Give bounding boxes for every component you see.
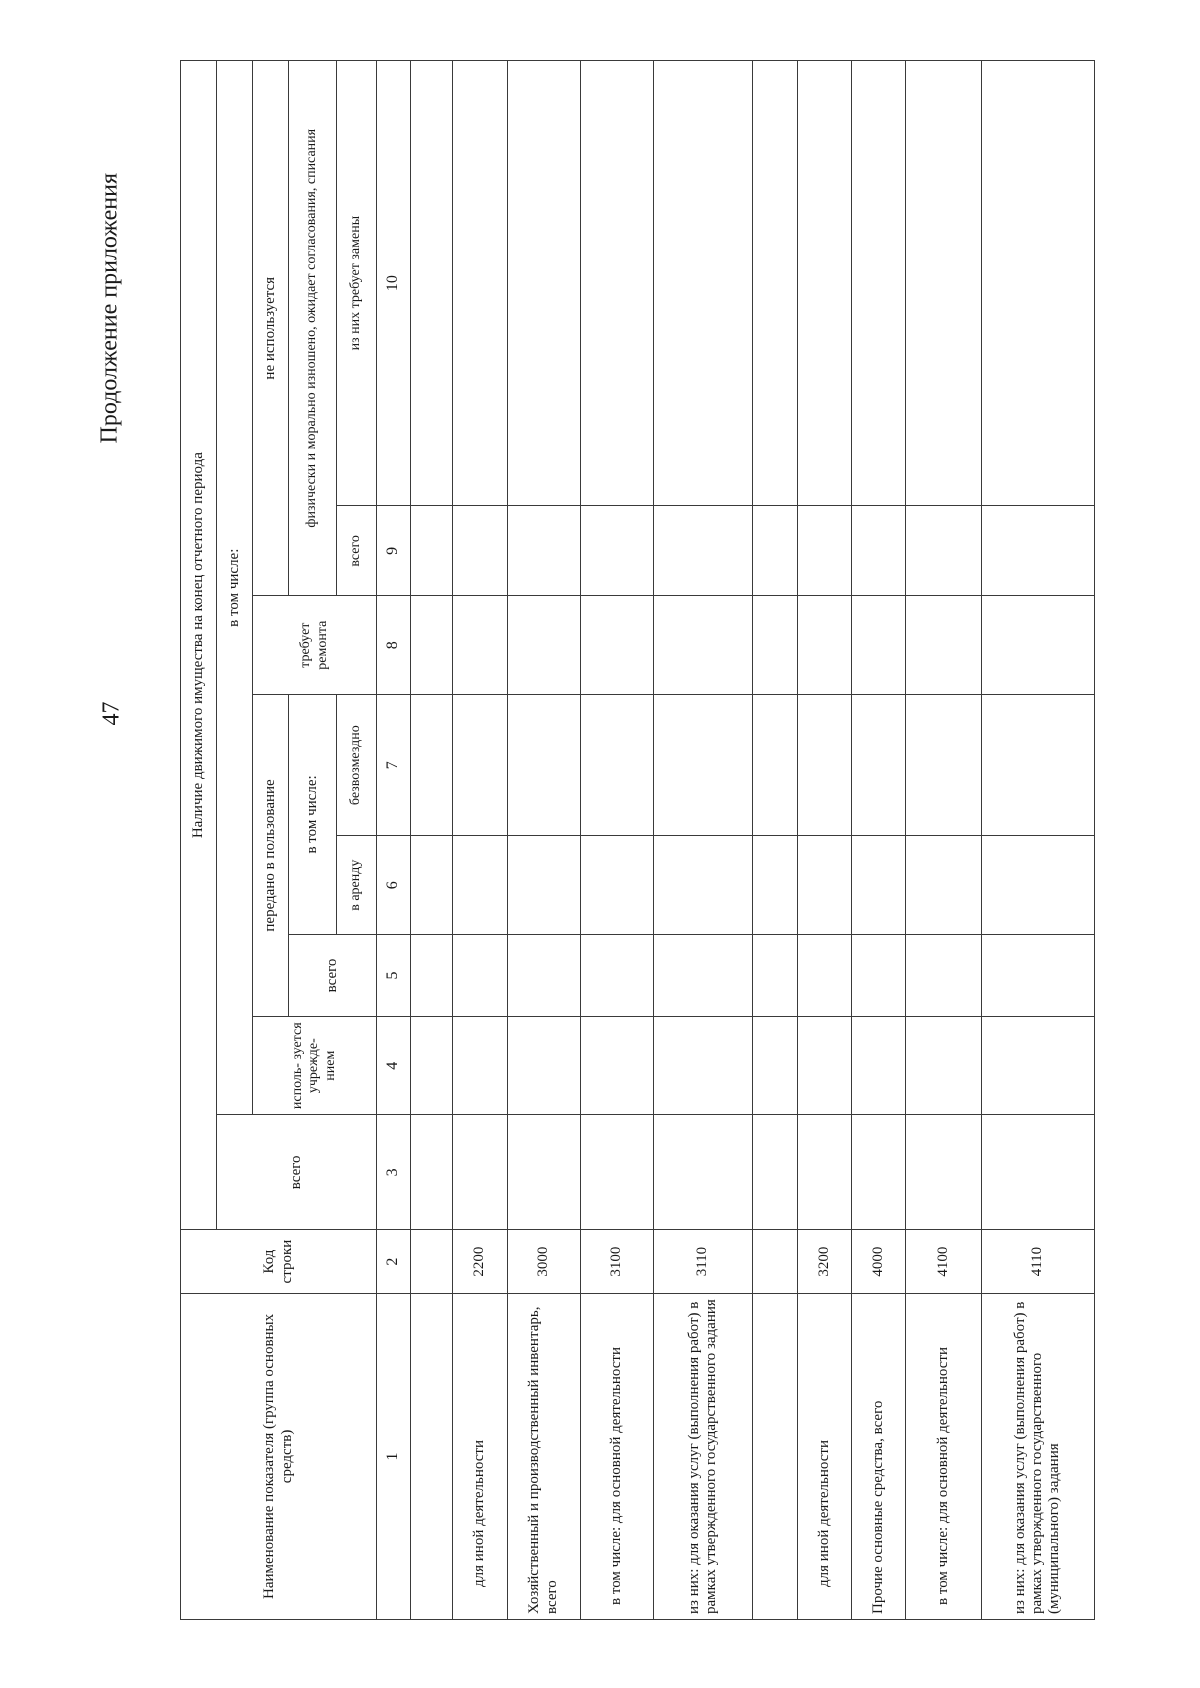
table-row xyxy=(797,61,851,1620)
col-num: 7 xyxy=(377,694,411,836)
row-name: для иной деятельности xyxy=(453,1293,507,1619)
row-name: Хозяйственный и производственный инвентарь, всего xyxy=(507,1293,580,1619)
header-not-used: не используется xyxy=(253,61,289,596)
table-row xyxy=(981,61,1094,1620)
row-code: 4000 xyxy=(852,1230,906,1294)
col-num: 1 xyxy=(377,1293,411,1619)
assets-table xyxy=(180,60,1095,1620)
continuation-label: Продолжение приложения xyxy=(96,173,123,444)
header-worn-total: всего xyxy=(337,506,377,596)
col-num: 5 xyxy=(377,934,411,1016)
header-name: Наименование показателя (группа основных средств) xyxy=(181,1293,377,1619)
header-code: Код строки xyxy=(181,1230,377,1294)
header-worn-out: физически и морально изношено, ожидает согласования, списания xyxy=(289,61,337,596)
col-num: 2 xyxy=(377,1230,411,1294)
header-transferred-total: всего xyxy=(289,934,377,1016)
column-number-row xyxy=(377,61,411,1620)
table-row xyxy=(507,61,580,1620)
header-needs-replacement: из них требует замены xyxy=(337,61,377,506)
col-num: 3 xyxy=(377,1115,411,1230)
rotated-table-container xyxy=(180,60,1095,1620)
page-number: 47 xyxy=(98,701,125,726)
header-needs-repair: требует ремонта xyxy=(253,596,377,694)
col-num: 6 xyxy=(377,836,411,934)
row-code: 3000 xyxy=(507,1230,580,1294)
header-main-title: Наличие движимого имущества на конец отчетного периода xyxy=(181,61,217,1230)
row-name: Прочие основные средства, всего xyxy=(852,1293,906,1619)
row-code: 3110 xyxy=(653,1230,752,1294)
table-row xyxy=(453,61,507,1620)
row-code: 4110 xyxy=(981,1230,1094,1294)
header-used-by-institution: исполь- зуется учрежде- нием xyxy=(253,1016,377,1114)
row-name: для иной деятельности xyxy=(797,1293,851,1619)
row-code: 4100 xyxy=(906,1230,981,1294)
header-free-of-charge: безвозмездно xyxy=(337,694,377,836)
table-row xyxy=(752,61,797,1620)
col-num: 9 xyxy=(377,506,411,596)
col-num: 8 xyxy=(377,596,411,694)
table-row xyxy=(906,61,981,1620)
row-name xyxy=(752,1293,797,1619)
header-in-that-number: в том числе: xyxy=(217,61,253,1115)
row-code: 2200 xyxy=(453,1230,507,1294)
col-num: 10 xyxy=(377,61,411,506)
row-name: из них: для оказания услуг (выполнения работ) в рамках утвержденного государственного (муниципального) задания xyxy=(981,1293,1094,1619)
table-row xyxy=(852,61,906,1620)
header-transferred-in-number: в том числе: xyxy=(289,694,337,934)
col-num: 4 xyxy=(377,1016,411,1114)
table-row xyxy=(653,61,752,1620)
header-transferred: передано в пользование xyxy=(253,694,289,1016)
table-row xyxy=(411,61,453,1620)
row-name: в том числе: для основной деятельности xyxy=(906,1293,981,1619)
row-name: в том числе: для основной деятельности xyxy=(580,1293,653,1619)
header-total: всего xyxy=(217,1115,377,1230)
row-code xyxy=(411,1230,453,1294)
table-row xyxy=(580,61,653,1620)
header-for-rent: в аренду xyxy=(337,836,377,934)
row-name: из них: для оказания услуг (выполнения работ) в рамках утвержденного государственного задания xyxy=(653,1293,752,1619)
row-code xyxy=(752,1230,797,1294)
row-name xyxy=(411,1293,453,1619)
row-code: 3100 xyxy=(580,1230,653,1294)
row-code: 3200 xyxy=(797,1230,851,1294)
